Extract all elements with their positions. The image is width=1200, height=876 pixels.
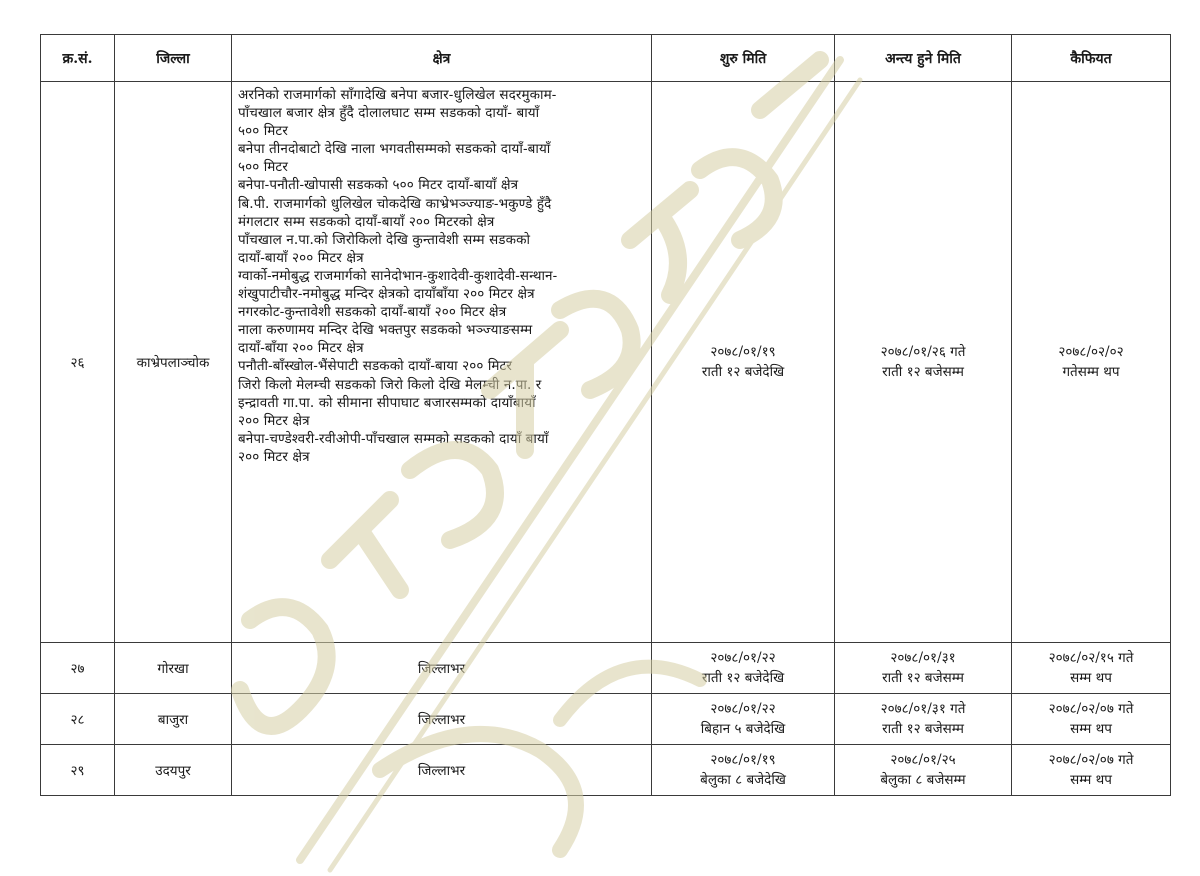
row-serial: २७ [41, 643, 115, 694]
remarks-note: सम्म थप [1070, 772, 1112, 788]
header-start-date: शुरु मिति [652, 35, 835, 82]
area-line: दायाँ-बाँया २०० मिटर क्षेत्र [238, 340, 364, 357]
area-line: पाँचखाल बजार क्षेत्र हुँदै दोलालघाट सम्म सडकको दायाँ- बायाँ [238, 105, 540, 122]
area-line: बनेपा-चण्डेश्वरी-रवीओपी-पाँचखाल सम्मको सडकको दायाँ बायाँ [238, 430, 549, 447]
row-remarks [1012, 694, 1171, 745]
area-line: बनेपा-पनौती-खोपासी सडकको ५०० मिटर दायाँ-बायाँ क्षेत्र [238, 177, 519, 194]
area-line: ५०० मिटर [238, 123, 288, 140]
row-start [652, 643, 835, 694]
row-district: बाजुरा [115, 694, 232, 745]
remarks-date: २०७८/०२/१५ गते [1048, 650, 1134, 666]
row-district: काभ्रेपलाञ्चोक [115, 82, 232, 643]
area-line: ग्वार्को-नमोबुद्ध राजमार्गको सानेदोभान-कुशादेवी-कुशादेवी-सन्थान- [238, 267, 558, 284]
area-line: बि.पी. राजमार्गको धुलिखेल चोकदेखि काभ्रेभञ्ज्याङ-भकुण्डे हुँदै [238, 195, 552, 212]
end-time: राती १२ बजेसम्म [882, 670, 964, 686]
end-time: राती १२ बजेसम्म [882, 721, 964, 737]
row-remarks [1012, 82, 1171, 643]
table-row [41, 82, 1171, 643]
row-end [835, 643, 1012, 694]
area-line: नाला करुणामय मन्दिर देखि भक्तपुर सडकको भञ्ज्याङसम्म [238, 322, 533, 339]
header-end-date: अन्त्य हुने मिति [835, 35, 1012, 82]
area-line: जिरो किलो मेलम्ची सडकको जिरो किलो देखि मेलम्ची न.पा. र [238, 376, 542, 393]
area-line: पनौती-बाँस्खोल-भैंसेपाटी सडकको दायाँ-बाया २०० मिटर [238, 358, 513, 375]
header-district: जिल्ला [115, 35, 232, 82]
row-serial: २८ [41, 694, 115, 745]
table-row [41, 694, 1171, 745]
row-area-list [232, 82, 652, 643]
row-end [835, 82, 1012, 643]
end-time: राती १२ बजेसम्म [882, 364, 964, 380]
end-time: बेलुका ८ बजेसम्म [880, 772, 966, 788]
area-line: अरनिको राजमार्गको साँगादेखि बनेपा बजार-धुलिखेल सदरमुकाम- [238, 87, 557, 103]
row-area: जिल्लाभर [232, 643, 652, 694]
area-line: इन्द्रावती गा.पा. को सीमाना सीपाघाट बजारसम्मको दायाँबायाँ [238, 394, 536, 411]
row-district: उदयपुर [115, 745, 232, 796]
area-line: ५०० मिटर [238, 159, 288, 176]
row-start [652, 694, 835, 745]
table-row [41, 745, 1171, 796]
row-remarks [1012, 643, 1171, 694]
remarks-note: सम्म थप [1070, 670, 1112, 686]
row-district: गोरखा [115, 643, 232, 694]
remarks-note: सम्म थप [1070, 721, 1112, 737]
remarks-note: गतेसम्म थप [1062, 364, 1120, 380]
area-line: नगरकोट-कुन्तावेशी सडकको दायाँ-बायाँ २०० मिटर क्षेत्र [238, 304, 507, 321]
row-end [835, 745, 1012, 796]
row-serial: २६ [41, 82, 115, 643]
row-end [835, 694, 1012, 745]
row-area: जिल्लाभर [232, 694, 652, 745]
area-line: शंखुपाटीचौर-नमोबुद्ध मन्दिर क्षेत्रको दायाँबाँया २०० मिटर क्षेत्र [238, 286, 535, 303]
start-time: राती १२ बजेदेखि [701, 364, 785, 380]
area-line: पाँचखाल न.पा.को जिरोकिलो देखि कुन्तावेशी सम्म सडकको [238, 231, 531, 248]
remarks-date: २०७८/०२/०२ [1058, 344, 1124, 360]
area-line: २०० मिटर क्षेत्र [238, 412, 310, 429]
start-time: बिहान ५ बजेदेखि [700, 721, 786, 737]
remarks-date: २०७८/०२/०७ गते [1048, 752, 1134, 768]
row-serial: २९ [41, 745, 115, 796]
remarks-date: २०७८/०२/०७ गते [1048, 701, 1134, 717]
area-line: २०० मिटर क्षेत्र [238, 448, 310, 465]
end-date: २०७८/०१/३१ गते [880, 701, 966, 717]
prohibitory-order-table [40, 34, 1171, 796]
start-date: २०७८/०१/१९ [710, 344, 776, 360]
start-date: २०७८/०१/२२ [710, 701, 776, 717]
start-date: २०७८/०१/२२ [710, 650, 776, 666]
area-line: मंगलटार सम्म सडकको दायाँ-बायाँ २०० मिटरको क्षेत्र [238, 213, 495, 230]
area-line: बनेपा तीनदोबाटो देखि नाला भगवतीसम्मको सडकको दायाँ-बायाँ [238, 141, 551, 158]
end-date: २०७८/०१/३१ [890, 650, 956, 666]
start-date: २०७८/०१/१९ [710, 752, 776, 768]
row-start [652, 745, 835, 796]
start-time: राती १२ बजेदेखि [701, 670, 785, 686]
end-date: २०७८/०१/२५ [890, 752, 956, 768]
row-area: जिल्लाभर [232, 745, 652, 796]
row-remarks [1012, 745, 1171, 796]
row-start [652, 82, 835, 643]
header-serial: क्र.सं. [41, 35, 115, 82]
table-row [41, 643, 1171, 694]
start-time: बेलुका ८ बजेदेखि [700, 772, 786, 788]
header-area: क्षेत्र [232, 35, 652, 82]
table-header-row [41, 35, 1171, 82]
header-remarks: कैफियत [1012, 35, 1171, 82]
area-line: दायाँ-बायाँ २०० मिटर क्षेत्र [238, 249, 364, 266]
end-date: २०७८/०१/२६ गते [880, 344, 966, 360]
